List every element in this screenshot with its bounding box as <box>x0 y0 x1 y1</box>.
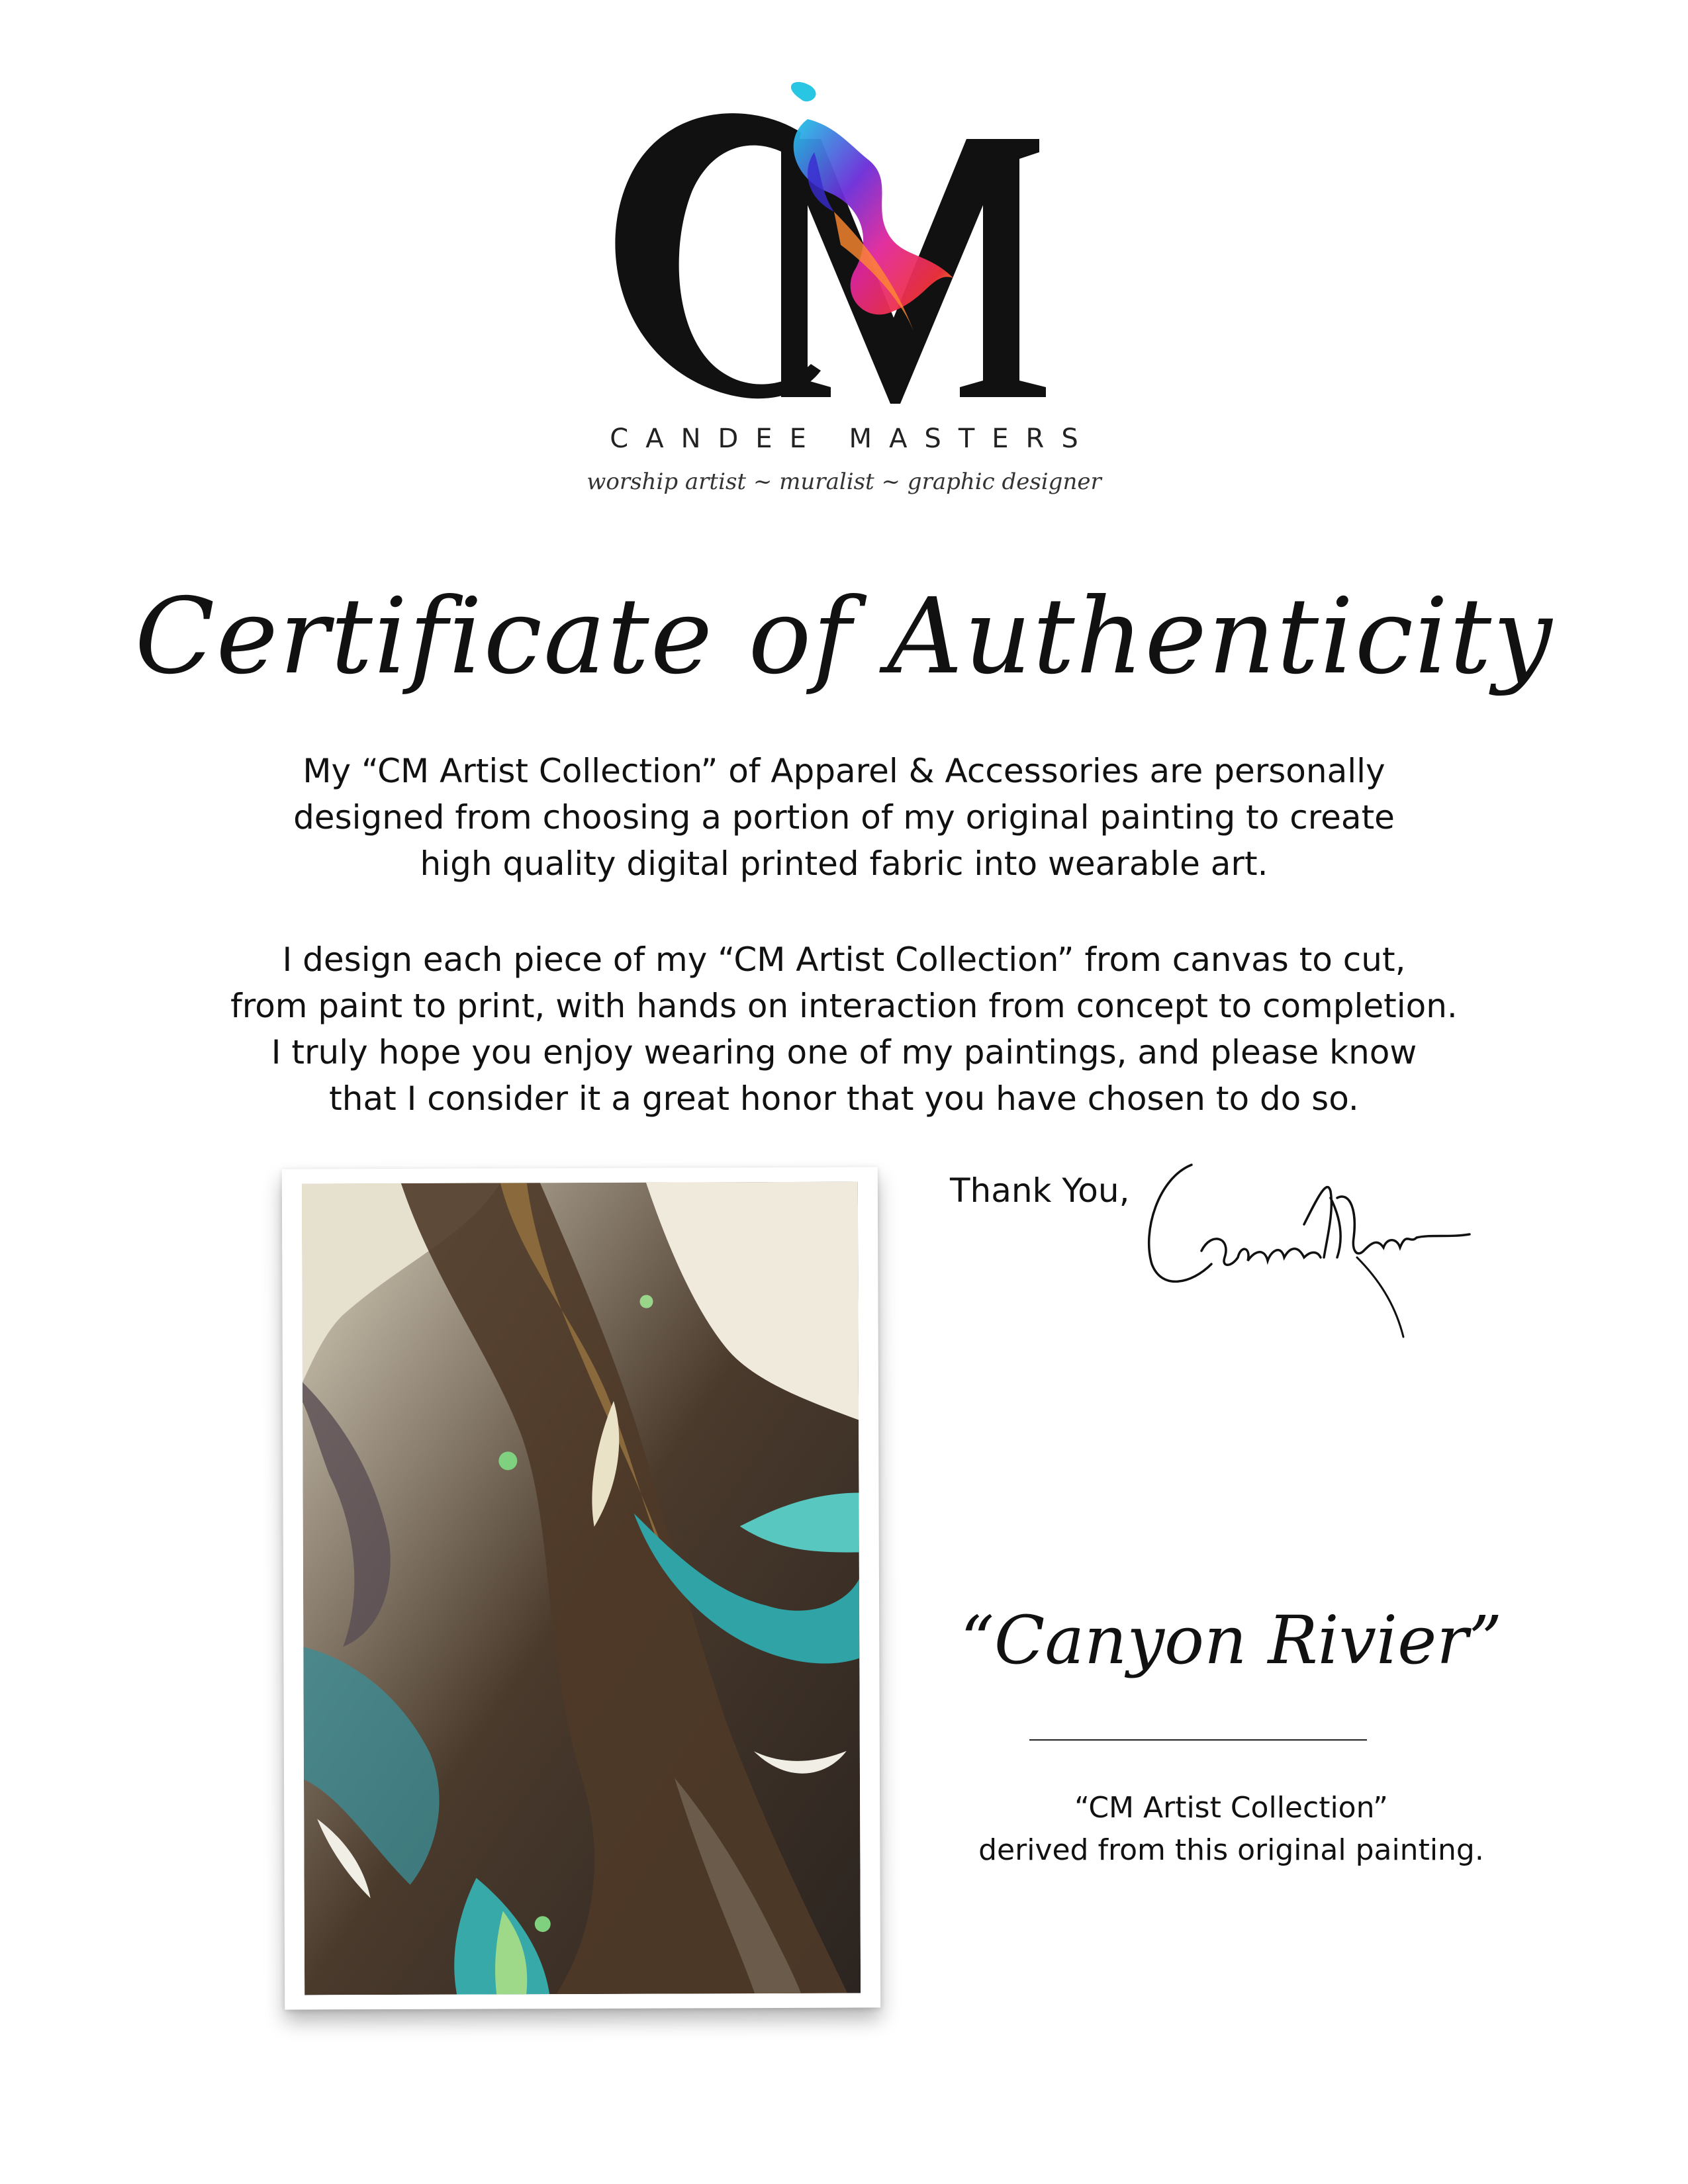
caption-line: “CM Artist Collection” <box>1074 1791 1388 1825</box>
painting-caption <box>914 1787 1549 1872</box>
design-line: I truly hope you enjoy wearing one of my paintings, and please know <box>271 1033 1417 1071</box>
brand-name: CANDEE MASTERS <box>610 424 1096 454</box>
brand-logo <box>0 79 1688 516</box>
certificate-title: Certificate of Authenticity <box>134 576 1554 698</box>
closing-text: Thank You, <box>950 1171 1130 1210</box>
design-line: I design each piece of my “CM Artist Collection” from canvas to cut, <box>282 940 1406 979</box>
intro-paragraph <box>132 748 1556 887</box>
painting-photo <box>282 1167 880 2009</box>
divider <box>1029 1739 1367 1741</box>
design-line: that I consider it a great honor that you have chosen to do so. <box>329 1079 1359 1118</box>
intro-line: high quality digital printed fabric into wearable art. <box>420 844 1268 883</box>
brand-tagline: worship artist ~ muralist ~ graphic designer <box>586 469 1102 495</box>
intro-line: My “CM Artist Collection” of Apparel & Accessories are personally <box>303 752 1385 790</box>
cm-monogram-logo <box>583 79 1086 424</box>
artist-signature <box>1139 1152 1483 1343</box>
painting-title: “Canyon Rivier” <box>960 1602 1503 1679</box>
caption-line: derived from this original painting. <box>978 1833 1484 1867</box>
intro-line: designed from choosing a portion of my original painting to create <box>293 798 1395 837</box>
abstract-painting-image <box>302 1182 861 1995</box>
design-line: from paint to print, with hands on interaction from concept to completion. <box>230 987 1458 1025</box>
design-paragraph <box>132 936 1556 1122</box>
